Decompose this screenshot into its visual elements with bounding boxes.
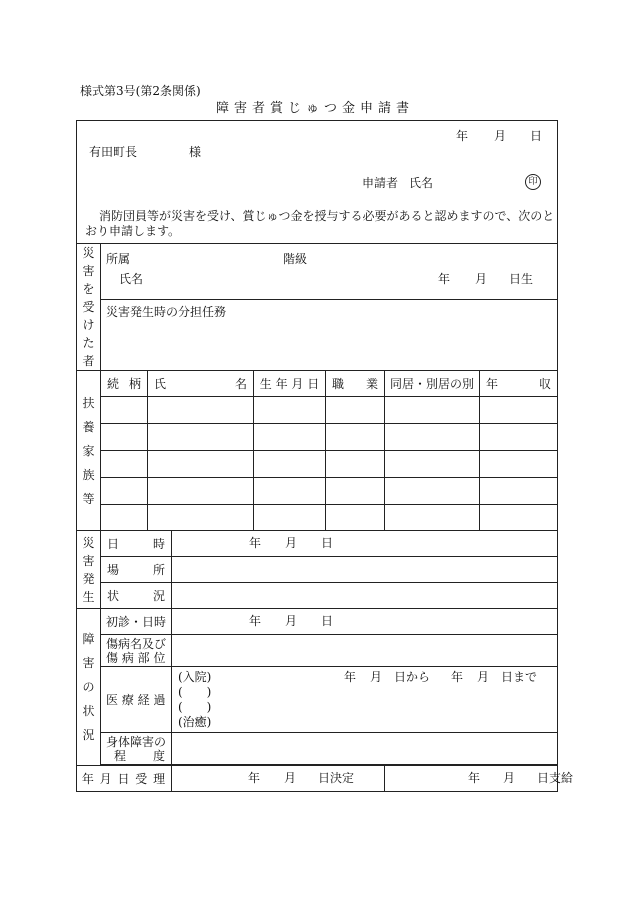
form-number: 様式第3号(第2条関係) <box>80 84 201 98</box>
form-title: 障害者賞じゅつ金申請書 <box>215 101 414 116</box>
decided-cell: 年 月 日決定 <box>172 766 385 792</box>
body-line-2: おり申請します。 <box>85 224 181 238</box>
col-name: 氏 名 <box>148 371 254 397</box>
affiliation-label: 所属 <box>106 252 131 266</box>
rank-label: 階級 <box>283 252 308 266</box>
victim-name-label: 氏名 <box>119 272 144 286</box>
date-month: 月 <box>494 129 507 143</box>
first-exam-cell: 年 月 日 <box>172 609 558 635</box>
injury-section-label: 障 害 の 状 況 <box>77 609 101 766</box>
applicant-label: 申請者 <box>362 176 399 190</box>
disability-label: 身体障害の 程 度 <box>101 733 172 765</box>
application-form-table <box>76 120 574 792</box>
family-row <box>77 451 558 478</box>
col-birthdate: 生 年 月 日 <box>254 371 326 397</box>
disaster-place-cell <box>172 557 558 583</box>
birth-suffix: 日生 <box>509 272 534 286</box>
family-row <box>77 424 558 451</box>
addressee: 有田町長 <box>89 145 138 159</box>
seal-mark: 印 <box>525 174 541 190</box>
received-label: 年 月 日 受 理 <box>77 766 172 792</box>
date-year: 年 <box>456 129 469 143</box>
disaster-situation-label: 状 況 <box>101 583 172 609</box>
disaster-datetime-cell: 年 月 日 <box>172 531 558 557</box>
col-cohabitation: 同居・別居の別 <box>385 371 480 397</box>
family-row <box>77 505 558 531</box>
date-day: 日 <box>530 129 543 143</box>
col-occupation: 職 業 <box>326 371 385 397</box>
disaster-section-label: 災 害 発 生 <box>77 531 101 609</box>
victim-affiliation-cell <box>101 244 558 300</box>
application-header-cell <box>77 121 558 244</box>
treatment-label: 医 療 経 過 <box>101 667 172 733</box>
disaster-place-label: 場 所 <box>101 557 172 583</box>
col-relation: 続 柄 <box>101 371 148 397</box>
duty-label: 災害発生時の分担任務 <box>106 305 227 320</box>
family-row <box>77 397 558 424</box>
disability-cell <box>172 733 558 765</box>
col-income: 年 収 <box>480 371 558 397</box>
birth-year: 年 <box>438 272 451 286</box>
honorific: 様 <box>189 145 202 159</box>
paid-cell: 年 月 日支給 <box>385 766 558 792</box>
victim-section-label: 災 害 を 受 け た 者 <box>77 244 101 371</box>
body-line-1: 消防団員等が災害を受け、賞じゅつ金を授与する必要があると認めますので、次のと <box>99 209 555 223</box>
treatment-cell: (入院) ( ) ( ) (治癒) 年 月 日から 年 月 日まで <box>172 667 558 733</box>
wound-label: 傷病名及び 傷 病 部 位 <box>101 635 172 667</box>
wound-cell <box>172 635 558 667</box>
duty-cell <box>101 300 558 371</box>
first-exam-label: 初診・日時 <box>101 609 172 635</box>
family-row <box>77 478 558 505</box>
family-section-label: 扶 養 家 族 等 <box>77 371 101 531</box>
birth-month: 月 <box>475 272 488 286</box>
disaster-situation-cell <box>172 583 558 609</box>
applicant-name-label: 氏名 <box>409 176 434 190</box>
disaster-datetime-label: 日 時 <box>101 531 172 557</box>
